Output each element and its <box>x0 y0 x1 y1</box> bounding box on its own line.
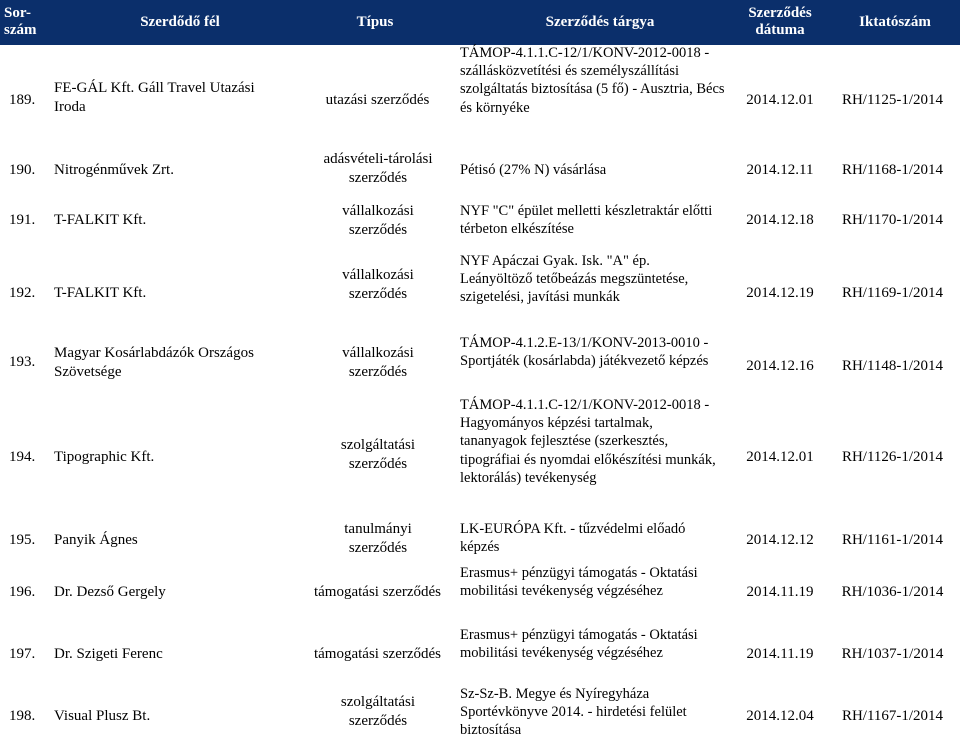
contract-subject: Erasmus+ pénzügyi támogatás - Oktatási mobilitási tevékenység végzéséhez <box>460 565 698 600</box>
contract-subject: Sz-Sz-B. Megye és Nyíregyháza Sportévkönyve 2014. - hirdetési felület biztosítása <box>460 686 687 739</box>
registration-number: RH/1161-1/2014 <box>841 532 944 548</box>
table-row <box>0 563 960 621</box>
contract-date: 2014.12.12 <box>746 532 814 548</box>
contract-type: tanulmányi szerződés <box>344 521 412 556</box>
table-row <box>0 200 960 250</box>
registration-number: RH/1170-1/2014 <box>841 212 944 228</box>
row-number: 190. <box>9 162 36 178</box>
contract-type: vállalkozási szerződés <box>342 203 414 238</box>
contract-date: 2014.12.11 <box>746 162 814 178</box>
contract-subject: NYF Apáczai Gyak. Isk. "A" ép. Leányöltöző tetőbeázás megszüntetése, szigetelési, javítási munkák <box>460 253 689 306</box>
table-row <box>0 150 960 195</box>
table-row <box>0 396 960 516</box>
table-row <box>0 625 960 683</box>
registration-number: RH/1148-1/2014 <box>841 358 944 374</box>
contract-type: vállalkozási szerződés <box>342 345 414 380</box>
contract-date: 2014.12.19 <box>746 285 814 301</box>
contract-subject: TÁMOP-4.1.1.C-12/1/KONV-2012-0018 - szállásközvetítési és személyszállítási szolgáltatás biztosítása (5 fő) - Ausztria, Bécs és környéke <box>460 45 725 116</box>
header-date: Szerződés dátuma <box>748 5 812 38</box>
party-name: Magyar Kosárlabdázók Országos Szövetsége <box>54 345 254 380</box>
table-row <box>0 335 960 395</box>
party-name: T-FALKIT Kft. <box>54 285 147 301</box>
row-number: 197. <box>9 646 36 662</box>
registration-number: RH/1036-1/2014 <box>841 584 944 600</box>
row-number: 192. <box>9 285 36 301</box>
contract-subject: Erasmus+ pénzügyi támogatás - Oktatási mobilitási tevékenység végzéséhez <box>460 627 698 662</box>
contract-date: 2014.12.04 <box>746 708 814 724</box>
row-number: 189. <box>9 92 36 108</box>
registration-number: RH/1168-1/2014 <box>841 162 944 178</box>
table-row <box>0 518 960 563</box>
contract-type: adásvételi-tárolási szerződés <box>323 151 433 186</box>
party-name: Panyik Ágnes <box>54 532 138 548</box>
header-party: Szerdődő fél <box>140 14 220 30</box>
contract-type: utazási szerződés <box>325 92 430 108</box>
contract-type: támogatási szerződés <box>313 584 442 600</box>
contract-subject: Pétisó (27% N) vásárlása <box>460 162 607 178</box>
party-name: Visual Plusz Bt. <box>54 708 151 724</box>
header-reg: Iktatószám <box>859 14 931 30</box>
row-number: 193. <box>9 354 36 370</box>
contract-date: 2014.11.19 <box>746 584 814 600</box>
header-num: Sor- szám <box>4 5 37 38</box>
row-number: 191. <box>9 212 36 228</box>
contract-date: 2014.12.18 <box>746 212 814 228</box>
party-name: Dr. Dezső Gergely <box>54 584 166 600</box>
contract-subject: TÁMOP-4.1.1.C-12/1/KONV-2012-0018 - Hagyományos képzési tartalmak, tananyagok fejlesztése (szerkesztés, tipográfiai és nyomdai előkészítési munkák, lektorálás) tevékenység <box>460 397 716 486</box>
contract-date: 2014.12.01 <box>746 92 814 108</box>
contract-type: szolgáltatási szerződés <box>340 694 416 729</box>
header-subject: Szerződés tárgya <box>545 14 655 30</box>
contract-date: 2014.12.16 <box>746 358 814 374</box>
contract-subject: LK-EURÓPA Kft. - tűzvédelmi előadó képzés <box>460 521 686 556</box>
table-header <box>0 0 960 45</box>
row-number: 198. <box>9 708 36 724</box>
contract-date: 2014.11.19 <box>746 646 814 662</box>
table-row <box>0 45 960 155</box>
contract-subject: NYF "C" épület melletti készletraktár előtti térbeton elkészítése <box>460 203 713 238</box>
registration-number: RH/1169-1/2014 <box>841 285 944 301</box>
header-type: Típus <box>356 14 394 30</box>
row-number: 195. <box>9 532 36 548</box>
registration-number: RH/1125-1/2014 <box>841 92 944 108</box>
party-name: T-FALKIT Kft. <box>54 212 147 228</box>
row-number: 196. <box>9 584 36 600</box>
party-name: FE-GÁL Kft. Gáll Travel Utazási Iroda <box>54 80 255 115</box>
table-row <box>0 686 960 748</box>
party-name: Tipographic Kft. <box>54 449 155 465</box>
registration-number: RH/1037-1/2014 <box>841 646 944 662</box>
row-number: 194. <box>9 449 36 465</box>
party-name: Dr. Szigeti Ferenc <box>54 646 163 662</box>
table-row <box>0 252 960 332</box>
registration-number: RH/1167-1/2014 <box>841 708 944 724</box>
contract-subject: TÁMOP-4.1.2.E-13/1/KONV-2013-0010 - Sportjáték (kosárlabda) játékvezető képzés <box>460 335 709 370</box>
registration-number: RH/1126-1/2014 <box>841 449 944 465</box>
contract-type: vállalkozási szerződés <box>342 267 414 302</box>
contract-type: szolgáltatási szerződés <box>340 437 416 472</box>
party-name: Nitrogénművek Zrt. <box>54 162 174 178</box>
contract-date: 2014.12.01 <box>746 449 814 465</box>
contract-type: támogatási szerződés <box>313 646 442 662</box>
